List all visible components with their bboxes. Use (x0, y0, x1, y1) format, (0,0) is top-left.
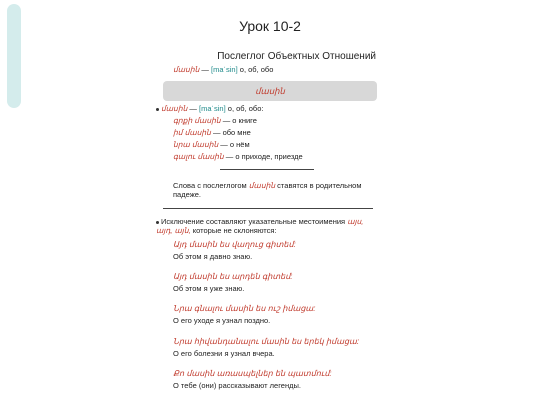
example-armenian: իմ մասին (173, 128, 211, 137)
example-armenian: նրա մասին (173, 140, 219, 149)
sentence-armenian: Նրա գնալու մասին ես ուշ իմացա: (173, 304, 316, 313)
headword-line (173, 65, 273, 74)
headword-dash: — (201, 65, 209, 74)
sentence-armenian: Այդ մասին ես վաղուց գիտեմ: (173, 240, 296, 249)
sentence-translation: Об этом я уже знаю. (173, 284, 245, 293)
example-line (173, 140, 250, 149)
sentence-translation: О его болезни я узнал вчера. (173, 349, 275, 358)
headword-armenian: մասին (173, 65, 200, 74)
scrollbar-thumb[interactable] (7, 4, 21, 108)
example-translation: — обо мне (210, 128, 251, 137)
example-line (173, 116, 257, 125)
bullet-icon (156, 108, 159, 111)
rule-note (173, 181, 388, 199)
exception-note (156, 217, 388, 235)
exception-text: которые не склоняются: (190, 226, 277, 235)
divider (163, 208, 373, 209)
lesson-title: Урок 10-2 (239, 18, 301, 34)
example-translation: — о нём (218, 140, 250, 149)
example-line (173, 128, 251, 137)
exception-text: Исключение составляют указательные местоимения (161, 217, 348, 226)
rule-note-text: падеже. (173, 190, 201, 199)
exception-armenian: այդ, այն, (156, 226, 191, 235)
example-armenian: գրքի մասին (173, 116, 221, 125)
sentence-translation: О тебе (они) рассказывают легенды. (173, 381, 301, 390)
rule-note-text: Слова с послеглогом (173, 181, 249, 190)
sentence-armenian: Նրա հիվանդանալու մասին ես երեկ իմացա: (173, 337, 360, 346)
headword-transcription: [maˈsin] (211, 65, 238, 74)
example-translation: — о приходе, приезде (223, 152, 303, 161)
lesson-page (150, 0, 390, 405)
example-line (173, 152, 303, 161)
sentence-translation: О его уходе я узнал поздно. (173, 316, 271, 325)
section-title: Послеглог Объектных Отношений (217, 51, 376, 62)
highlight-banner: մասին (163, 81, 377, 101)
entry-translation: о, об, обо: (227, 104, 264, 113)
rule-note-armenian: մասին (248, 181, 276, 190)
sentence-armenian: Քո մասին առասպելներ են պատմում: (173, 369, 332, 378)
bullet-icon (156, 221, 159, 224)
divider (220, 169, 314, 170)
example-translation: — о книге (220, 116, 257, 125)
exception-armenian: այս, (347, 217, 364, 226)
entry-dash: — (189, 104, 197, 113)
entry-line (156, 104, 263, 113)
entry-armenian: մասին (161, 104, 188, 113)
sentence-armenian: Այդ մասին ես արդեն գիտեմ: (173, 272, 293, 281)
sentence-translation: Об этом я давно знаю. (173, 252, 253, 261)
entry-transcription: [maˈsin] (199, 104, 226, 113)
rule-note-text: ставятся в родительном (275, 181, 362, 190)
headword-translation: о, об, обо (239, 65, 274, 74)
example-armenian: գալու մասին (173, 152, 224, 161)
